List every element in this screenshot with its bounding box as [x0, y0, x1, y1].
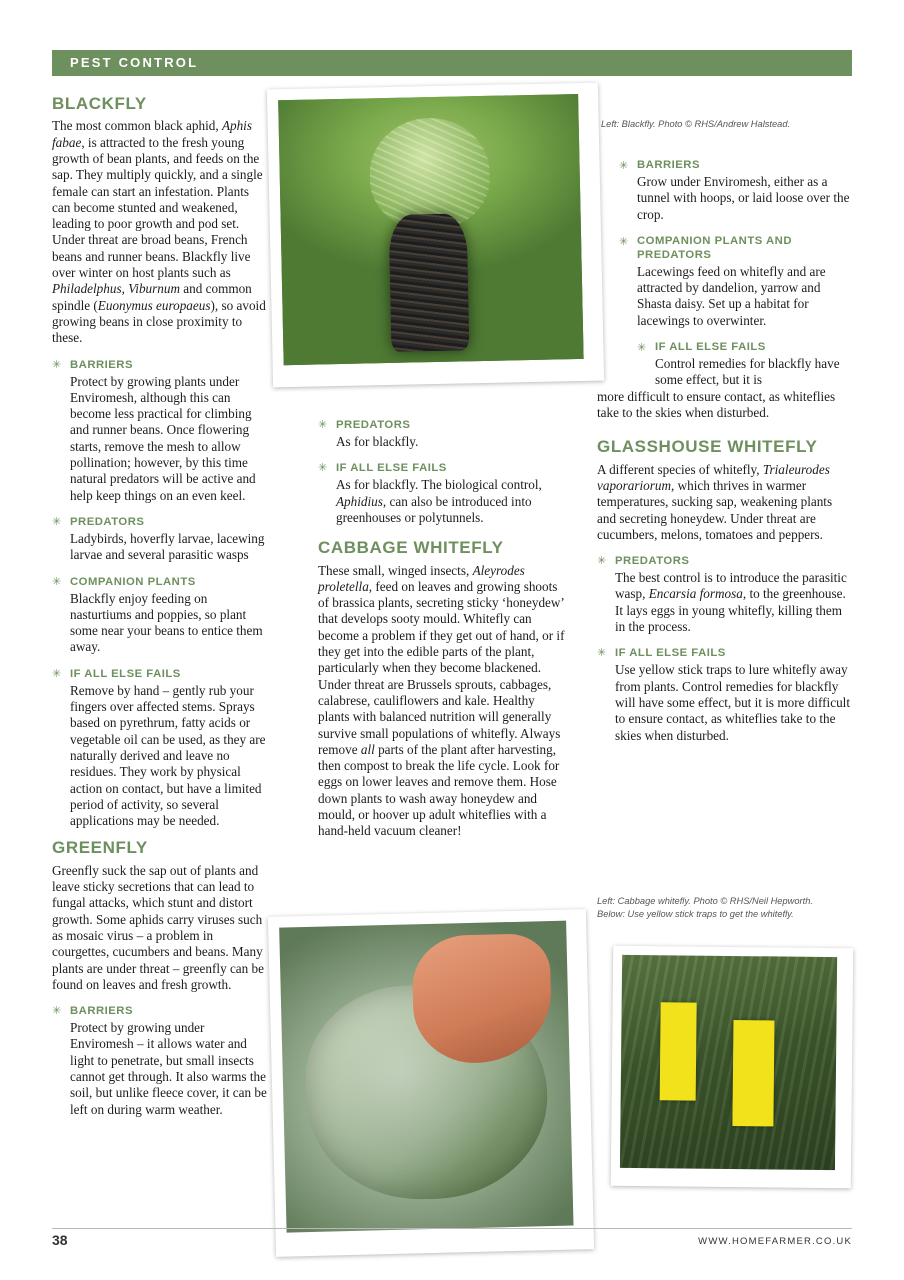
list-item [52, 667, 267, 830]
list-item [52, 1004, 267, 1118]
bullet-icon: ✳ [619, 235, 629, 248]
list-item-text: Protect by growing under Enviromesh – it allows water and light to penetrate, but small insects cannot get through. It also warms the soil, but unlike fleece cover, it can be left on during warm weather. [70, 1020, 267, 1117]
sticky-trap-left [659, 1002, 697, 1100]
list-item [52, 515, 267, 564]
footer-divider [52, 1228, 852, 1229]
cabbage-whitefly-photo [268, 909, 594, 1257]
list-item [52, 575, 267, 656]
list-item-text: The best control is to introduce the parasitic wasp, Encarsia formosa, to the greenhouse. It lays eggs in young whitefly, killing them in the process. [615, 570, 847, 635]
glasshouse-whitefly-body: A different species of whitefly, Trialeurodes vaporariorum, which thrives in warmer temperatures, sucking sap, weakening plants and secreting honeydew. Under threat are cucumbers, melons, tomatoes and peppers. [597, 461, 833, 542]
caption-blackfly-photo: Left: Blackfly. Photo © RHS/Andrew Halstead. [601, 119, 791, 129]
caption-sticky-traps-photo: Below: Use yellow stick traps to get the whitefly. [597, 908, 794, 919]
list-item-title: PREDATORS [336, 419, 411, 431]
list-item-text: Grow under Enviromesh, either as a tunnel with hoops, or laid loose over the crop. [637, 174, 850, 222]
list-item [318, 461, 568, 526]
heading-greenfly: GREENFLY [52, 838, 148, 858]
bullet-icon: ✳ [52, 1005, 62, 1018]
list-item-text: Use yellow stick traps to lure whitefly away from plants. Control remedies for blackfly will have some effect, but it is more difficult to ensure contact, as whiteflies take to the skies when disturbed. [615, 662, 850, 743]
bullet-icon: ✳ [597, 647, 607, 660]
blackfly-body: The most common black aphid, Aphis fabae, is attracted to the fresh young growth of bean plants, and feeds on the sap. They multiply quickly, and a single female can start an infestation. Plants can become stunted and weakened, leading to poor growth and pod set. Under threat are broad beans, French beans and runner beans. Blackfly live over winter on host plants such as Philadelphus, Viburnum and common spindle (Euonymus europaeus), so avoid growing beans in close proximity to these. [52, 118, 266, 346]
greenfly-body: Greenfly suck the sap out of plants and leave sticky secretions that can lead to fungal attacks, which stunt and distort growth. Some aphids carry viruses such as mosaic virus – a problem in courgettes, cucumbers and beans. Many plants are under threat – greenfly can be found on leaves and fresh growth. [52, 862, 264, 992]
footer-website: WWW.HOMEFARMER.CO.UK [698, 1236, 852, 1247]
bullet-icon: ✳ [52, 575, 62, 588]
list-item [318, 418, 568, 450]
list-item [597, 234, 852, 329]
list-item-title: PREDATORS [615, 555, 690, 568]
list-item-title: IF ALL ELSE FAILS [615, 647, 726, 660]
cabbage-whitefly-body: These small, winged insects, Aleyrodes proletella, feed on leaves and growing shoots of brassica plants, secreting sticky ‘honeydew’ that develops sooty mould. Whitefly can become a problem if they get out of hand, or if they get into the edible parts of the plant, particularly when they become blackened. Under threat are Brussels sprouts, cabbages, calabrese, cauliflowers and kale. Healthy plants with balanced nutrition will generally survive small populations of whitefly. Always remove all parts of the plant after harvesting, then compost to break the life cycle. Look for eggs on lower leaves and remove them. Hose down plants to wash away honeydew and mould, or hoover up adult whiteflies with a hand-held vacuum cleaner! [318, 562, 565, 839]
list-item [597, 340, 852, 421]
list-item-text: Lacewings feed on whitefly and are attracted by dandelion, yarrow and Shasta daisy. Set up a habitat for lacewings to overwinter. [637, 263, 826, 328]
page-header-title: PEST CONTROL [70, 55, 199, 70]
bullet-icon: ✳ [597, 555, 607, 568]
list-item-text: As for blackfly. The biological control, Aphidius, can also be introduced into greenhouses or polytunnels. [336, 477, 542, 525]
list-item-title: BARRIERS [70, 1005, 133, 1018]
yellow-sticky-traps-photo-image [620, 955, 837, 1170]
list-item-text: Blackfly enjoy feeding on nasturtiums and poppies, so plant some near your beans to entice them away. [70, 590, 263, 655]
list-item-title: COMPANION PLANTS AND PREDATORS [637, 234, 792, 261]
bullet-icon: ✳ [52, 667, 62, 680]
page-number: 38 [52, 1232, 68, 1248]
heading-blackfly: BLACKFLY [52, 94, 147, 113]
bullet-icon: ✳ [52, 358, 62, 371]
page-header-bar [52, 50, 852, 76]
caption-cabbage-whitefly-photo: Left: Cabbage whitefly. Photo © RHS/Neil Hepworth. [597, 896, 813, 906]
list-item [597, 646, 852, 743]
list-item-title: IF ALL ELSE FAILS [655, 341, 766, 354]
blackfly-photo [267, 83, 604, 388]
list-item-title: COMPANION PLANTS [70, 575, 196, 588]
column-three [597, 158, 852, 755]
list-item [597, 158, 852, 223]
blackfly-photo-image [278, 94, 583, 365]
bullet-icon: ✳ [637, 342, 647, 355]
caption-group-bottom [597, 895, 852, 920]
bullet-icon: ✳ [318, 462, 328, 475]
yellow-sticky-traps-photo [611, 946, 854, 1189]
heading-cabbage-whitefly: CABBAGE WHITEFLY [318, 538, 504, 558]
list-item [52, 358, 267, 504]
column-two [318, 418, 568, 851]
list-item-text-continued: more difficult to ensure contact, as whiteflies take to the skies when disturbed. [597, 388, 836, 420]
bullet-icon: ✳ [619, 160, 629, 172]
bullet-icon: ✳ [318, 419, 328, 431]
list-item [597, 554, 852, 635]
column-one [52, 96, 267, 1129]
bullet-icon: ✳ [52, 515, 62, 528]
list-item-text: Remove by hand – gently rub your fingers over affected stems. Sprays based on pyrethrum, fatty acids or vegetable oil can be used, as they are naturally derived and leave no residues. They work by physical action on contact, but have a limited period of activity, so several applications may be needed. [70, 682, 266, 829]
list-item-text-indent: Control remedies for blackfly have some effect, but it is [655, 356, 840, 388]
list-item-title: BARRIERS [637, 159, 700, 171]
list-item-text: As for blackfly. [336, 434, 419, 449]
list-item-title: IF ALL ELSE FAILS [336, 462, 447, 475]
heading-glasshouse-whitefly: GLASSHOUSE WHITEFLY [597, 437, 818, 457]
cabbage-whitefly-photo-image [279, 921, 573, 1233]
list-item-title: PREDATORS [70, 515, 145, 528]
sticky-trap-right [732, 1020, 774, 1127]
list-item-title: IF ALL ELSE FAILS [70, 667, 181, 680]
list-item-text: Protect by growing plants under Enviromesh, although this can become less practical for climbing and runner beans. Once flowering starts, remove the mesh to allow pollination; however, by this time natural predators will be active and help keep things on an even keel. [70, 373, 256, 503]
list-item-title: BARRIERS [70, 358, 133, 371]
list-item-text: Ladybirds, hoverfly larvae, lacewing larvae and several parasitic wasps [70, 530, 265, 563]
